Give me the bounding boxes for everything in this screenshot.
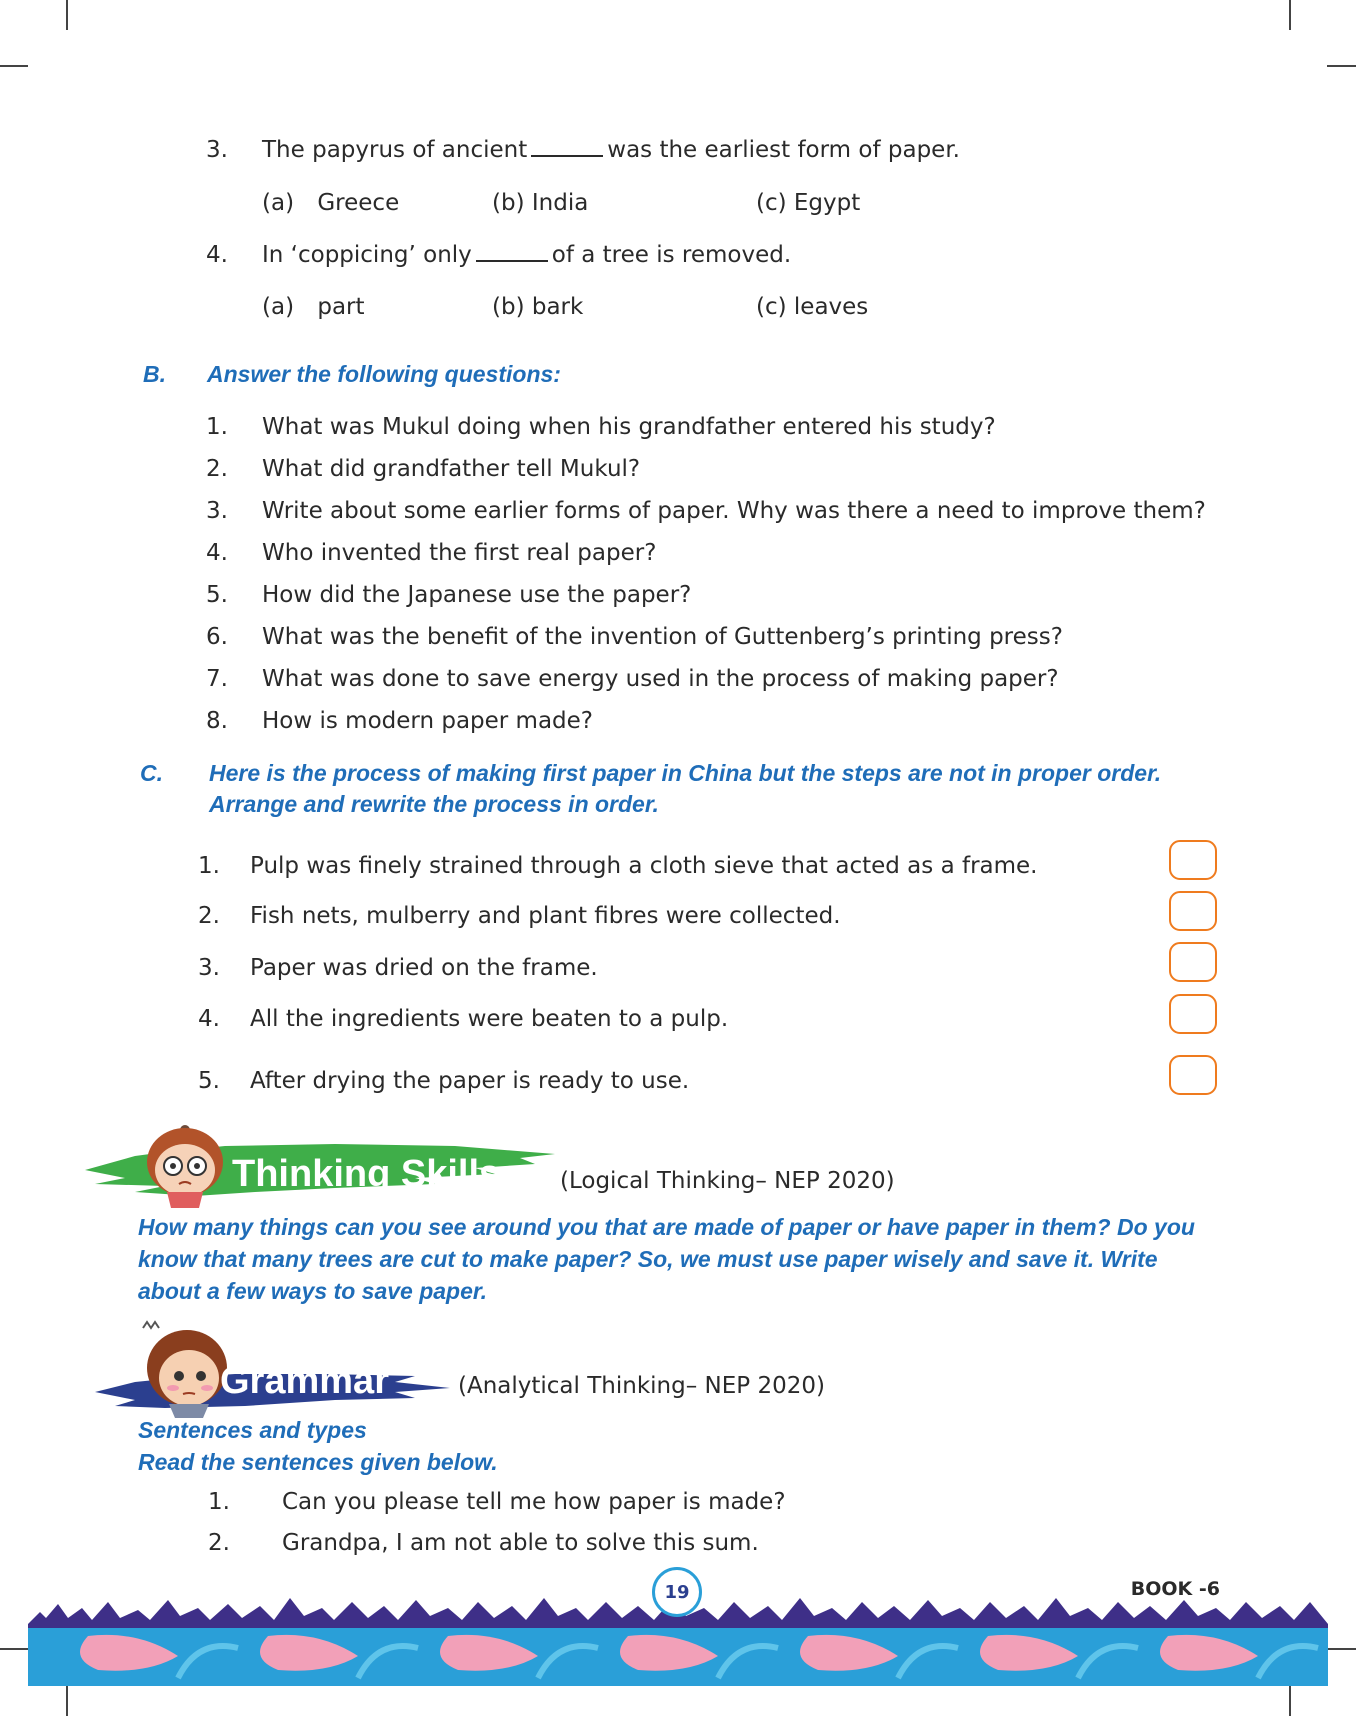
grammar-title: Grammar (220, 1360, 389, 1402)
page-number: 19 (664, 1581, 690, 1603)
boy-character-icon (147, 1124, 223, 1208)
mcq-option-a (262, 190, 399, 216)
question-text: How did the Japanese use the paper? (262, 582, 692, 608)
grammar-instruction: Read the sentences given below. (138, 1449, 498, 1475)
mcq-question-start: The papyrus of ancient (262, 137, 528, 163)
grammar-heading: Sentences and types (138, 1417, 367, 1443)
mcq-number: 3. (206, 137, 228, 163)
question-number: 6. (206, 624, 228, 650)
sentence-number: 1. (208, 1489, 230, 1515)
mcq-question (262, 242, 791, 268)
question-number: 2. (206, 456, 228, 482)
page-number-badge (652, 1567, 702, 1617)
mcq-number: 4. (206, 242, 228, 268)
crop-mark (0, 1648, 28, 1650)
question-number: 4. (206, 540, 228, 566)
mcq-option-b: (b) bark (492, 294, 584, 320)
question-number: 7. (206, 666, 228, 692)
grammar-subtitle: (Analytical Thinking– NEP 2020) (458, 1373, 825, 1399)
sentence-number: 2. (208, 1530, 230, 1556)
question-text: How is modern paper made? (262, 708, 594, 734)
question-text: What was the benefit of the invention of Guttenberg’s printing press? (262, 624, 1063, 650)
order-answer-box[interactable] (1169, 840, 1217, 880)
mcq-question-end: of a tree is removed. (551, 242, 792, 268)
question-number: 8. (206, 708, 228, 734)
question-text: What did grandfather tell Mukul? (262, 456, 641, 482)
question-text: What was Mukul doing when his grandfather entered his study? (262, 414, 996, 440)
question-text: Who invented the first real paper? (262, 540, 657, 566)
crop-mark (66, 0, 68, 30)
step-text: After drying the paper is ready to use. (250, 1068, 690, 1094)
step-number: 2. (198, 903, 220, 929)
thinking-question-line3: about a few ways to save paper. (138, 1278, 487, 1304)
option-letter: (a) (262, 190, 295, 216)
thinking-question-line2: know that many trees are cut to make paper? So, we must use paper wisely and save it. Write (138, 1246, 1158, 1272)
crop-mark (1289, 1686, 1291, 1716)
section-c-label: C. (140, 760, 163, 786)
step-number: 4. (198, 1006, 220, 1032)
thinking-skills-title: Thinking Skills (232, 1153, 501, 1195)
section-c-title-line1: Here is the process of making first paper in China but the steps are not in proper order. (209, 760, 1162, 786)
question-number: 5. (206, 582, 228, 608)
question-text: Write about some earlier forms of paper. Why was there a need to improve them? (262, 498, 1206, 524)
order-answer-box[interactable] (1169, 891, 1217, 931)
step-number: 1. (198, 853, 220, 879)
step-text: Fish nets, mulberry and plant fibres were collected. (250, 903, 841, 929)
option-text: part (317, 294, 365, 320)
crop-mark (1327, 1648, 1356, 1650)
answer-blank[interactable] (476, 242, 548, 262)
sentence-text: Can you please tell me how paper is made? (282, 1489, 786, 1515)
mcq-option-b: (b) India (492, 190, 589, 216)
order-answer-box[interactable] (1169, 1055, 1217, 1095)
crop-mark (1327, 65, 1356, 67)
question-text: What was done to save energy used in the process of making paper? (262, 666, 1059, 692)
step-text: Pulp was finely strained through a cloth sieve that acted as a frame. (250, 853, 1038, 879)
section-b-label: B. (143, 361, 166, 387)
crop-mark (0, 65, 28, 67)
mcq-question (262, 137, 960, 163)
option-letter: (a) (262, 294, 295, 320)
sentence-text: Grandpa, I am not able to solve this sum. (282, 1530, 759, 1556)
answer-blank[interactable] (531, 137, 603, 157)
mcq-question-end: was the earliest form of paper. (607, 137, 960, 163)
crop-mark (66, 1686, 68, 1716)
question-number: 3. (206, 498, 228, 524)
mcq-option-c: (c) leaves (756, 294, 869, 320)
thinking-question-line1: How many things can you see around you that are made of paper or have paper in them? Do you (138, 1214, 1195, 1240)
section-c-title-line2: Arrange and rewrite the process in order. (209, 791, 659, 817)
question-number: 1. (206, 414, 228, 440)
crop-mark (1289, 0, 1291, 30)
step-number: 3. (198, 955, 220, 981)
mcq-option-c: (c) Egypt (756, 190, 861, 216)
option-text: Greece (317, 190, 400, 216)
thinking-skills-subtitle: (Logical Thinking– NEP 2020) (560, 1168, 895, 1194)
mcq-option-a (262, 294, 365, 320)
order-answer-box[interactable] (1169, 942, 1217, 982)
book-label: BOOK -6 (1130, 1578, 1220, 1600)
step-number: 5. (198, 1068, 220, 1094)
mcq-question-start: In ‘coppicing’ only (262, 242, 472, 268)
section-b-title: Answer the following questions: (207, 361, 561, 387)
step-text: Paper was dried on the frame. (250, 955, 598, 981)
order-answer-box[interactable] (1169, 994, 1217, 1034)
step-text: All the ingredients were beaten to a pulp. (250, 1006, 729, 1032)
